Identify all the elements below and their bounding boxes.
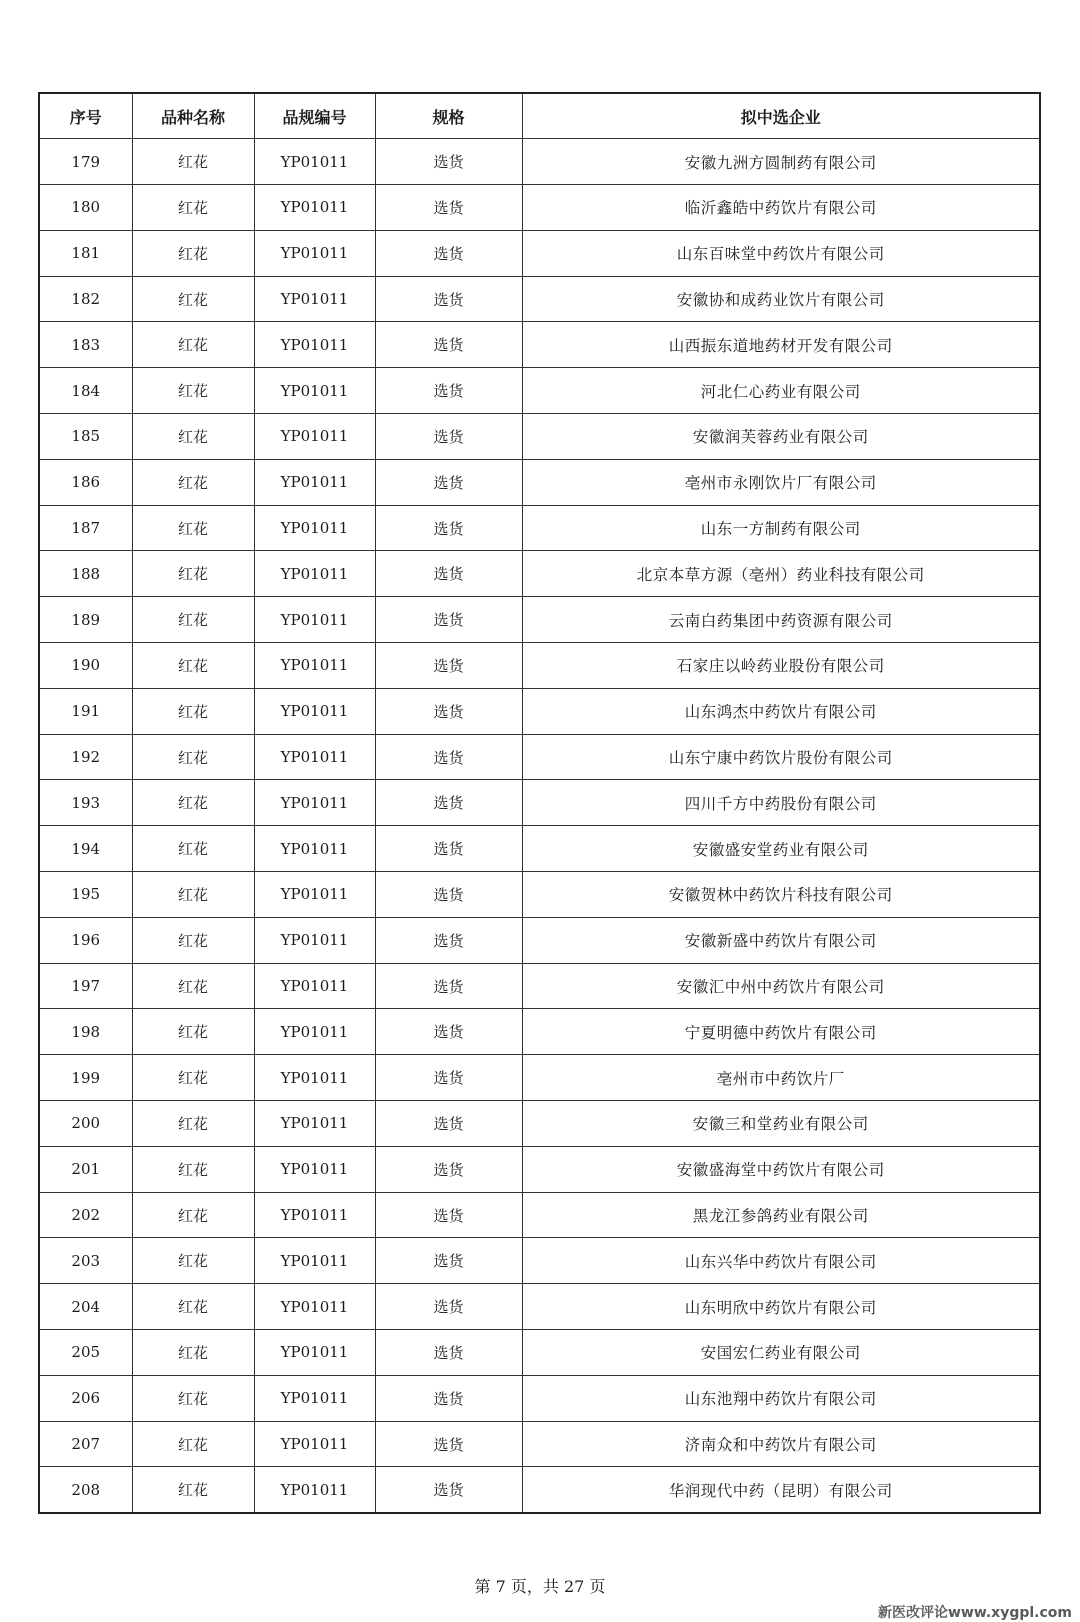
cell-company: 北京本草方源（亳州）药业科技有限公司 [522,551,1040,597]
cell-company: 云南白药集团中药资源有限公司 [522,597,1040,643]
table-row [39,1238,1040,1284]
cell-serial-number: 182 [39,276,132,322]
cell-variety-name: 红花 [132,688,254,734]
header-proposed-company: 拟中选企业 [522,93,1040,139]
cell-company: 安国宏仁药业有限公司 [522,1330,1040,1376]
cell-variety-name: 红花 [132,368,254,414]
cell-specification: 选货 [375,322,522,368]
cell-specification: 选货 [375,1146,522,1192]
cell-serial-number: 188 [39,551,132,597]
table-row [39,1421,1040,1467]
cell-specification: 选货 [375,597,522,643]
cell-variety-name: 红花 [132,414,254,460]
cell-specification: 选货 [375,734,522,780]
cell-company: 石家庄以岭药业股份有限公司 [522,643,1040,689]
cell-variety-name: 红花 [132,185,254,231]
cell-spec-code: YP01011 [254,230,375,276]
cell-spec-code: YP01011 [254,688,375,734]
cell-variety-name: 红花 [132,230,254,276]
cell-company: 山东百味堂中药饮片有限公司 [522,230,1040,276]
table-row [39,688,1040,734]
table-row [39,1330,1040,1376]
table-row [39,963,1040,1009]
cell-spec-code: YP01011 [254,505,375,551]
cell-serial-number: 192 [39,734,132,780]
cell-variety-name: 红花 [132,139,254,185]
cell-company: 山东池翔中药饮片有限公司 [522,1375,1040,1421]
cell-specification: 选货 [375,139,522,185]
table-row [39,230,1040,276]
table-row [39,322,1040,368]
cell-company: 临沂鑫皓中药饮片有限公司 [522,185,1040,231]
cell-variety-name: 红花 [132,643,254,689]
table-row [39,917,1040,963]
cell-serial-number: 208 [39,1467,132,1513]
cell-company: 安徽汇中州中药饮片有限公司 [522,963,1040,1009]
cell-company: 山东明欣中药饮片有限公司 [522,1284,1040,1330]
cell-variety-name: 红花 [132,322,254,368]
cell-spec-code: YP01011 [254,139,375,185]
cell-variety-name: 红花 [132,872,254,918]
cell-serial-number: 206 [39,1375,132,1421]
cell-spec-code: YP01011 [254,368,375,414]
table-row [39,780,1040,826]
cell-specification: 选货 [375,459,522,505]
table-row [39,872,1040,918]
table-body [39,139,1040,1513]
cell-serial-number: 204 [39,1284,132,1330]
cell-company: 华润现代中药（昆明）有限公司 [522,1467,1040,1513]
cell-serial-number: 191 [39,688,132,734]
cell-variety-name: 红花 [132,1146,254,1192]
cell-spec-code: YP01011 [254,1284,375,1330]
cell-specification: 选货 [375,826,522,872]
cell-variety-name: 红花 [132,826,254,872]
cell-specification: 选货 [375,1467,522,1513]
cell-serial-number: 179 [39,139,132,185]
cell-company: 四川千方中药股份有限公司 [522,780,1040,826]
table-row [39,414,1040,460]
cell-variety-name: 红花 [132,917,254,963]
cell-spec-code: YP01011 [254,551,375,597]
header-spec-code: 品规编号 [254,93,375,139]
cell-variety-name: 红花 [132,597,254,643]
cell-spec-code: YP01011 [254,963,375,1009]
header-serial-number: 序号 [39,93,132,139]
table-row [39,597,1040,643]
cell-specification: 选货 [375,1192,522,1238]
cell-specification: 选货 [375,1375,522,1421]
table-row [39,1375,1040,1421]
cell-spec-code: YP01011 [254,185,375,231]
table-row [39,734,1040,780]
header-variety-name: 品种名称 [132,93,254,139]
cell-company: 黑龙江参鸽药业有限公司 [522,1192,1040,1238]
table-row [39,276,1040,322]
cell-variety-name: 红花 [132,276,254,322]
table-row [39,643,1040,689]
cell-spec-code: YP01011 [254,1055,375,1101]
cell-variety-name: 红花 [132,1101,254,1147]
cell-spec-code: YP01011 [254,1192,375,1238]
cell-company: 山西振东道地药材开发有限公司 [522,322,1040,368]
cell-specification: 选货 [375,963,522,1009]
table-row [39,1284,1040,1330]
cell-specification: 选货 [375,185,522,231]
table-row [39,459,1040,505]
cell-specification: 选货 [375,917,522,963]
cell-spec-code: YP01011 [254,414,375,460]
cell-serial-number: 203 [39,1238,132,1284]
table-row [39,1055,1040,1101]
cell-serial-number: 200 [39,1101,132,1147]
cell-company: 山东兴华中药饮片有限公司 [522,1238,1040,1284]
cell-spec-code: YP01011 [254,459,375,505]
cell-serial-number: 207 [39,1421,132,1467]
cell-serial-number: 194 [39,826,132,872]
cell-company: 济南众和中药饮片有限公司 [522,1421,1040,1467]
cell-variety-name: 红花 [132,1421,254,1467]
cell-specification: 选货 [375,780,522,826]
table-header-row [39,93,1040,139]
table-row [39,1146,1040,1192]
cell-company: 安徽盛安堂药业有限公司 [522,826,1040,872]
cell-variety-name: 红花 [132,1375,254,1421]
watermark-text: 新医改评论www.xygpl.com [877,1605,1072,1621]
table-row [39,1192,1040,1238]
cell-spec-code: YP01011 [254,597,375,643]
cell-serial-number: 187 [39,505,132,551]
cell-variety-name: 红花 [132,780,254,826]
table-row [39,505,1040,551]
cell-variety-name: 红花 [132,551,254,597]
cell-spec-code: YP01011 [254,1421,375,1467]
cell-spec-code: YP01011 [254,322,375,368]
cell-variety-name: 红花 [132,459,254,505]
cell-variety-name: 红花 [132,1467,254,1513]
cell-specification: 选货 [375,1101,522,1147]
cell-specification: 选货 [375,505,522,551]
cell-serial-number: 201 [39,1146,132,1192]
cell-serial-number: 193 [39,780,132,826]
cell-serial-number: 181 [39,230,132,276]
cell-company: 亳州市永刚饮片厂有限公司 [522,459,1040,505]
cell-company: 山东鸿杰中药饮片有限公司 [522,688,1040,734]
cell-specification: 选货 [375,551,522,597]
cell-variety-name: 红花 [132,505,254,551]
selection-table [38,92,1041,1514]
cell-spec-code: YP01011 [254,734,375,780]
cell-serial-number: 202 [39,1192,132,1238]
cell-specification: 选货 [375,1238,522,1284]
cell-variety-name: 红花 [132,1009,254,1055]
cell-spec-code: YP01011 [254,1330,375,1376]
cell-company: 河北仁心药业有限公司 [522,368,1040,414]
cell-specification: 选货 [375,1330,522,1376]
header-specification: 规格 [375,93,522,139]
cell-spec-code: YP01011 [254,1009,375,1055]
cell-company: 安徽三和堂药业有限公司 [522,1101,1040,1147]
cell-company: 山东宁康中药饮片股份有限公司 [522,734,1040,780]
cell-company: 安徽贺林中药饮片科技有限公司 [522,872,1040,918]
cell-spec-code: YP01011 [254,1467,375,1513]
cell-serial-number: 196 [39,917,132,963]
cell-spec-code: YP01011 [254,872,375,918]
cell-specification: 选货 [375,1421,522,1467]
cell-spec-code: YP01011 [254,1101,375,1147]
table-row [39,1467,1040,1513]
table-row [39,139,1040,185]
cell-company: 山东一方制药有限公司 [522,505,1040,551]
cell-company: 安徽协和成药业饮片有限公司 [522,276,1040,322]
cell-serial-number: 190 [39,643,132,689]
cell-spec-code: YP01011 [254,1238,375,1284]
cell-serial-number: 195 [39,872,132,918]
cell-specification: 选货 [375,230,522,276]
table-row [39,1009,1040,1055]
cell-specification: 选货 [375,1055,522,1101]
table-row [39,368,1040,414]
cell-serial-number: 199 [39,1055,132,1101]
cell-specification: 选货 [375,1009,522,1055]
cell-spec-code: YP01011 [254,1375,375,1421]
cell-spec-code: YP01011 [254,1146,375,1192]
cell-serial-number: 198 [39,1009,132,1055]
cell-company: 亳州市中药饮片厂 [522,1055,1040,1101]
cell-variety-name: 红花 [132,1284,254,1330]
table-row [39,185,1040,231]
table-row [39,826,1040,872]
cell-spec-code: YP01011 [254,643,375,689]
cell-specification: 选货 [375,688,522,734]
cell-specification: 选货 [375,1284,522,1330]
cell-specification: 选货 [375,414,522,460]
cell-company: 安徽润芙蓉药业有限公司 [522,414,1040,460]
cell-specification: 选货 [375,368,522,414]
cell-serial-number: 184 [39,368,132,414]
cell-serial-number: 197 [39,963,132,1009]
cell-company: 宁夏明德中药饮片有限公司 [522,1009,1040,1055]
cell-specification: 选货 [375,872,522,918]
cell-variety-name: 红花 [132,734,254,780]
cell-spec-code: YP01011 [254,276,375,322]
cell-variety-name: 红花 [132,1055,254,1101]
cell-company: 安徽新盛中药饮片有限公司 [522,917,1040,963]
cell-serial-number: 180 [39,185,132,231]
cell-serial-number: 189 [39,597,132,643]
cell-spec-code: YP01011 [254,826,375,872]
cell-company: 安徽盛海堂中药饮片有限公司 [522,1146,1040,1192]
cell-variety-name: 红花 [132,1330,254,1376]
cell-serial-number: 185 [39,414,132,460]
cell-variety-name: 红花 [132,1238,254,1284]
cell-serial-number: 183 [39,322,132,368]
cell-spec-code: YP01011 [254,780,375,826]
cell-variety-name: 红花 [132,1192,254,1238]
cell-specification: 选货 [375,643,522,689]
cell-serial-number: 186 [39,459,132,505]
cell-variety-name: 红花 [132,963,254,1009]
cell-serial-number: 205 [39,1330,132,1376]
cell-specification: 选货 [375,276,522,322]
cell-company: 安徽九洲方圆制药有限公司 [522,139,1040,185]
page-number-footer: 第 7 页，共 27 页 [474,1577,606,1596]
cell-spec-code: YP01011 [254,917,375,963]
table-row [39,1101,1040,1147]
table-row [39,551,1040,597]
